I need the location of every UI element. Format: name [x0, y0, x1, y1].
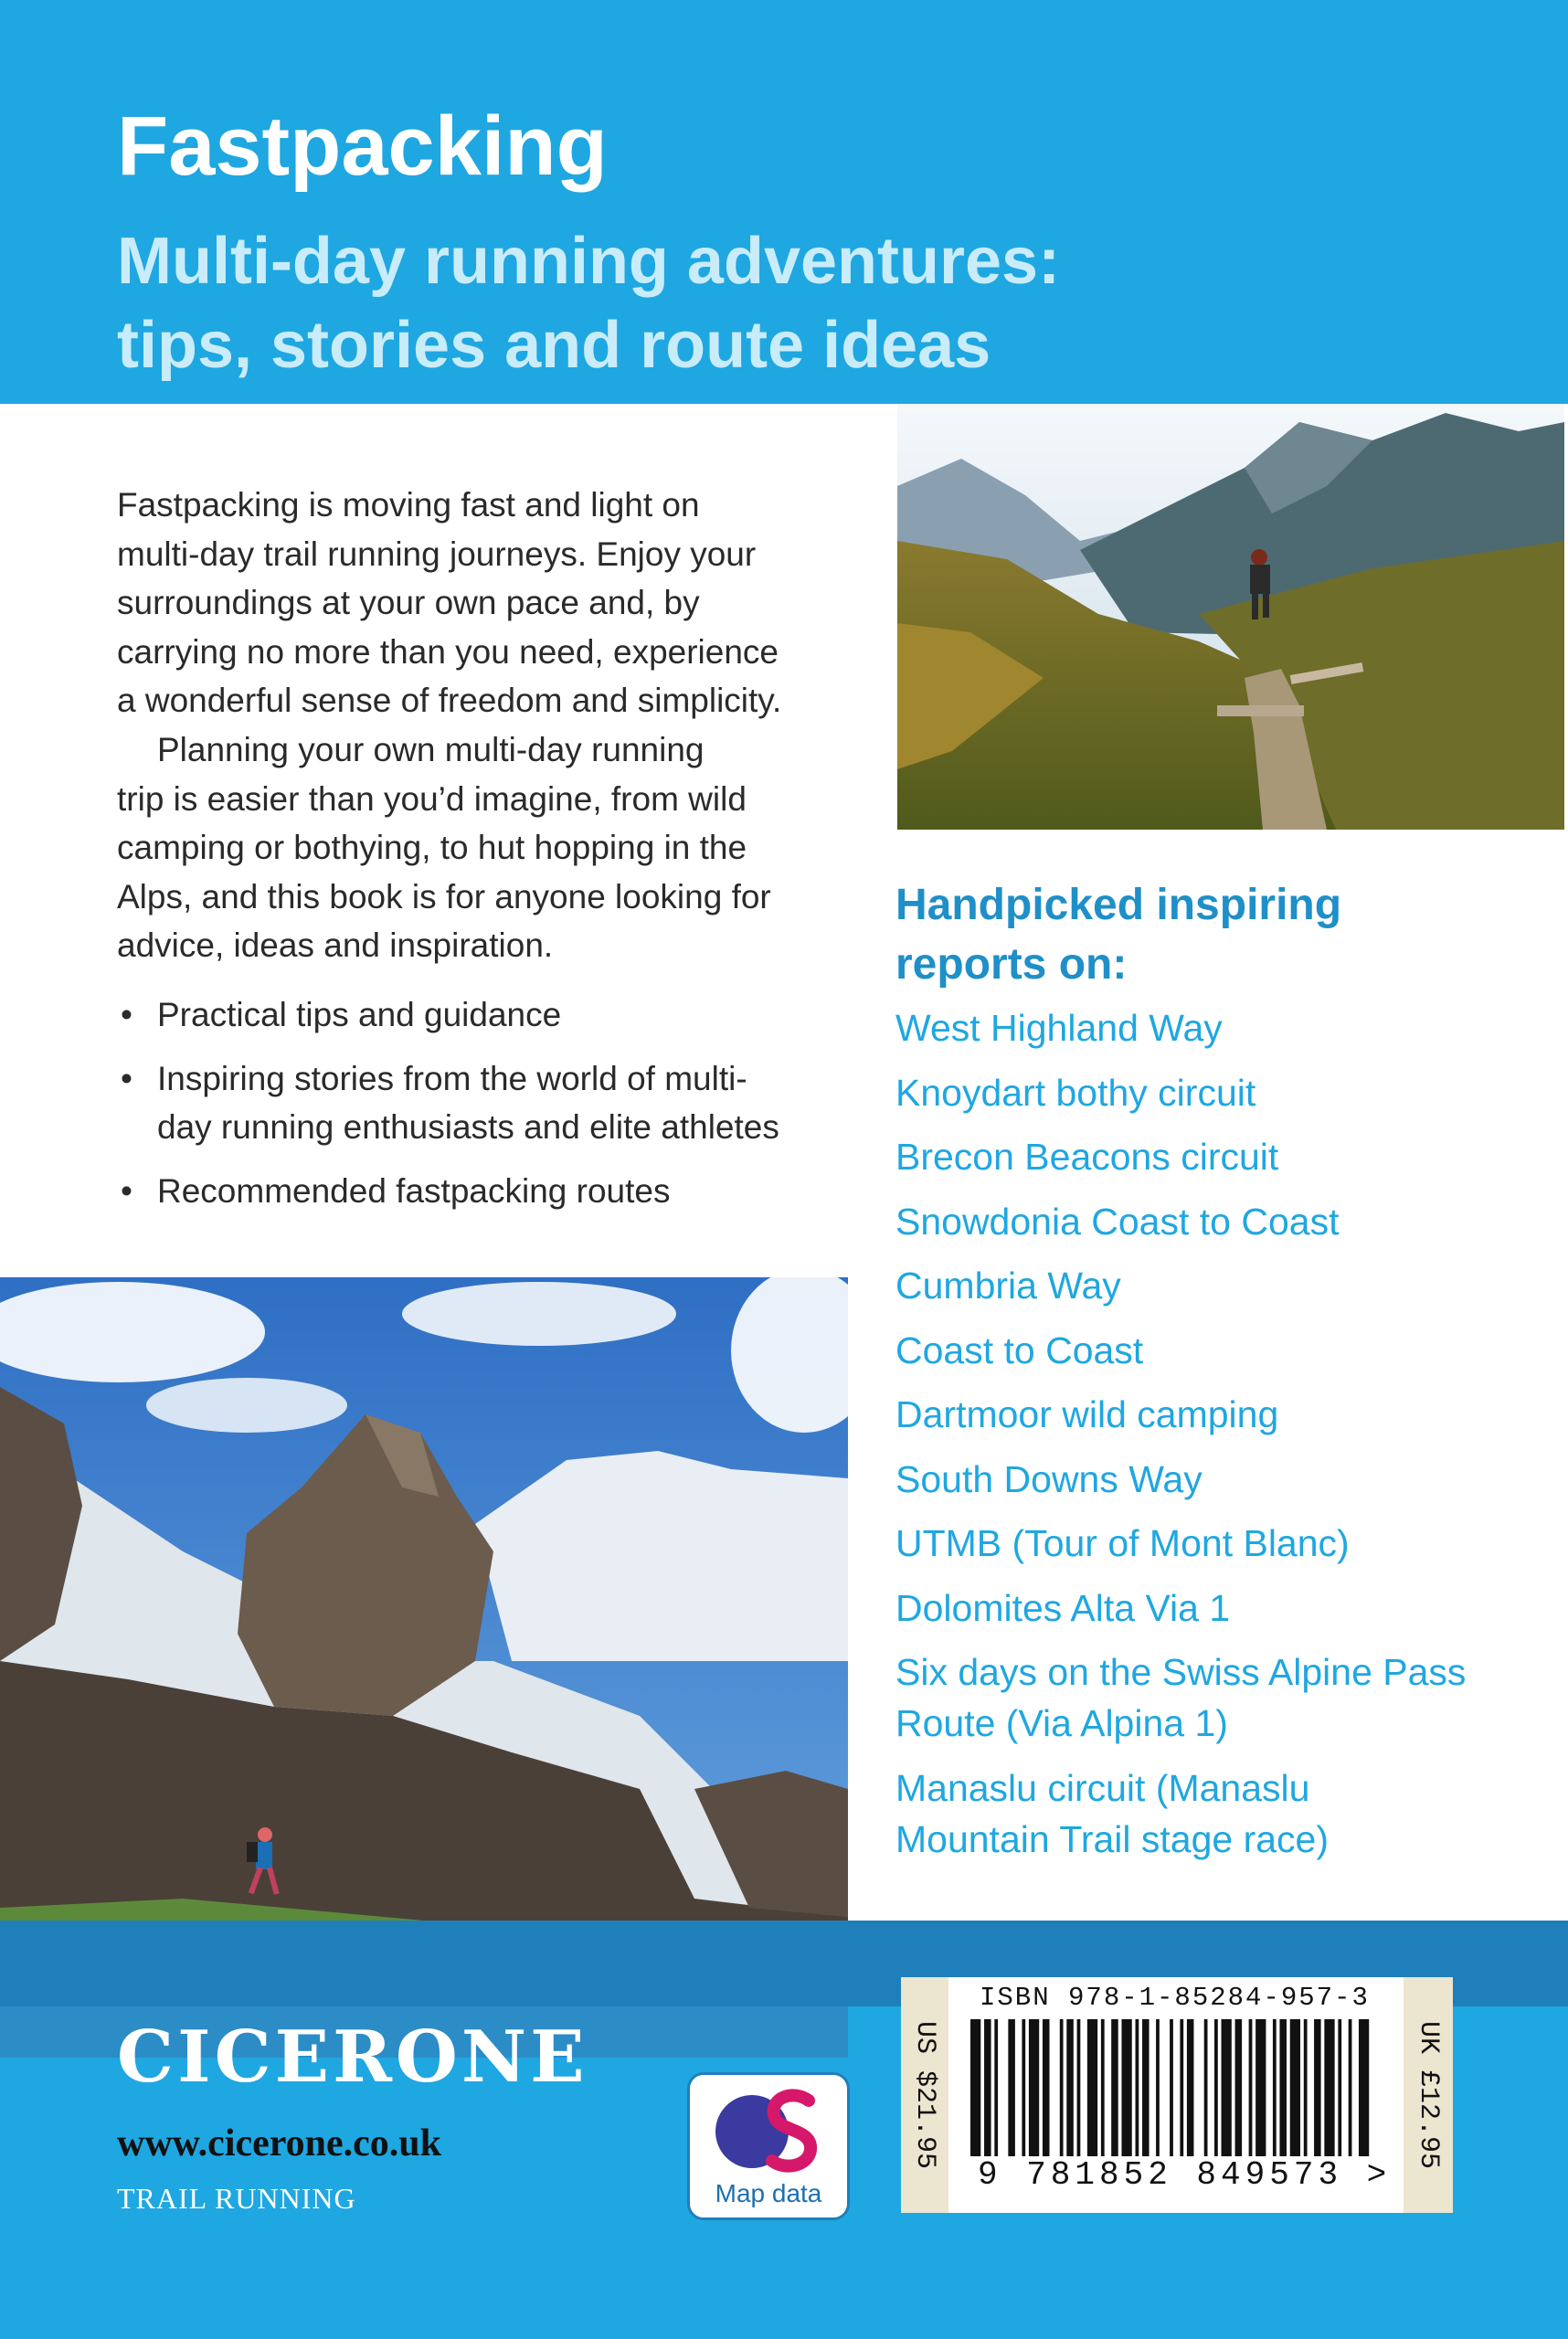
- barcode-number: 9 781852 849573 >: [978, 2156, 1392, 2194]
- barcode-bar: [1121, 2019, 1131, 2156]
- photo-glacier-runner: [0, 1277, 848, 2008]
- route-item: UTMB (Tour of Mont Blanc): [895, 1522, 1350, 1564]
- book-category: TRAIL RUNNING: [117, 2182, 356, 2215]
- barcode-bar: [1279, 2019, 1287, 2156]
- barcode-bar: [970, 2019, 980, 2156]
- price-us: US $21.95: [901, 1977, 948, 2213]
- barcode-bar: [1180, 2019, 1183, 2156]
- barcode-bar: [1338, 2019, 1341, 2156]
- barcode-bar: [1304, 2019, 1308, 2156]
- barcode-bar: [1349, 2019, 1352, 2156]
- barcode-bar: [1142, 2019, 1150, 2156]
- intro-paragraph: Fastpacking is moving fast and light on multi-day trail running journeys. Enjoy your surroundings at your own pace and, by carrying no more than you need, experience a wonderful sense of freedom and simplicity.: [117, 486, 782, 720]
- route-item: Snowdonia Coast to Coast: [895, 1200, 1340, 1243]
- barcode-bar: [994, 2019, 998, 2156]
- publisher-logo: CICERONE: [117, 2016, 588, 2099]
- route-item: Coast to Coast: [895, 1328, 1144, 1371]
- route-item: Knoydart bothy circuit: [895, 1071, 1256, 1114]
- barcode-bar: [1249, 2019, 1253, 2156]
- route-item: Dartmoor wild camping: [895, 1393, 1279, 1435]
- route-item: West Highland Way: [895, 1007, 1223, 1049]
- os-map-data-badge: [687, 2072, 850, 2220]
- barcode-bar: [1235, 2019, 1243, 2156]
- os-badge-label: Map data: [715, 2179, 822, 2207]
- intro-paragraph: Planning your own multi-day running trip is easier than you’d imagine, from wild camping or bothying, to hut hopping in the Alps, and this book is for anyone looking for advice, ideas and inspiration.: [117, 730, 771, 965]
- book-subtitle: [117, 219, 1396, 387]
- barcode-bar: [984, 2019, 991, 2156]
- barcode-bar: [1314, 2019, 1321, 2156]
- barcode-bar: [1214, 2019, 1218, 2156]
- barcode-bar: [1273, 2019, 1277, 2156]
- barcode-bar: [1187, 2019, 1194, 2156]
- bullet-item: • Practical tips and guidance: [121, 996, 562, 1033]
- route-item: Cumbria Way: [895, 1265, 1121, 1307]
- barcode-bar: [1359, 2019, 1369, 2156]
- barcode-bar: [1290, 2019, 1300, 2156]
- subtitle-line: Multi-day running adventures:: [117, 225, 1061, 298]
- barcode-bar: [1008, 2019, 1015, 2156]
- barcode-bar: [1087, 2019, 1097, 2156]
- intro-text: [117, 481, 848, 970]
- barcode-bar: [1204, 2019, 1208, 2156]
- barcode-bar: [1022, 2019, 1025, 2156]
- bullet-item: • Inspiring stories from the world of multi- day running enthusiasts and elite athletes: [121, 1059, 779, 1147]
- book-title: Fastpacking: [117, 100, 608, 193]
- route-item: South Downs Way: [895, 1457, 1202, 1500]
- routes-heading: Handpicked inspiring reports on:: [895, 881, 1342, 989]
- barcode-bar: [1043, 2019, 1050, 2156]
- barcode-bar: [1060, 2019, 1064, 2156]
- bullet-item: • Recommended fastpacking routes: [121, 1171, 671, 1210]
- barcode-bar: [1111, 2019, 1118, 2156]
- barcode-bar: [1101, 2019, 1105, 2156]
- route-item: Brecon Beacons circuit: [895, 1136, 1279, 1178]
- barcode-bar: [1255, 2019, 1266, 2156]
- routes-list: [895, 1002, 1535, 1878]
- feature-bullets: [117, 990, 866, 1230]
- price-uk: UK £12.95: [1404, 1977, 1453, 2213]
- photo-alpine-valley-runner: [897, 404, 1564, 830]
- route-item: Six days on the Swiss Alpine Pass Route (Via Alpina 1): [895, 1651, 1467, 1744]
- barcode-bar: [1029, 2019, 1039, 2156]
- route-item: Dolomites Alta Via 1: [895, 1586, 1231, 1629]
- barcode-bar: [1066, 2019, 1074, 2156]
- os-logo-icon: [706, 2084, 831, 2175]
- barcode-bar: [1222, 2019, 1232, 2156]
- barcode-bars: [970, 2019, 1372, 2165]
- barcode-bar: [1324, 2019, 1334, 2156]
- isbn-text: ISBN 978-1-85284-957-3: [980, 1983, 1370, 2013]
- barcode-bar: [1077, 2019, 1081, 2156]
- subtitle-line: tips, stories and route ideas: [117, 309, 991, 383]
- route-item: Manaslu circuit (Manaslu Mountain Trail stage race): [895, 1766, 1330, 1860]
- barcode-bar: [1170, 2019, 1173, 2156]
- barcode-bar: [1136, 2019, 1139, 2156]
- publisher-website: www.cicerone.co.uk: [117, 2122, 442, 2164]
- barcode-bar: [1156, 2019, 1160, 2156]
